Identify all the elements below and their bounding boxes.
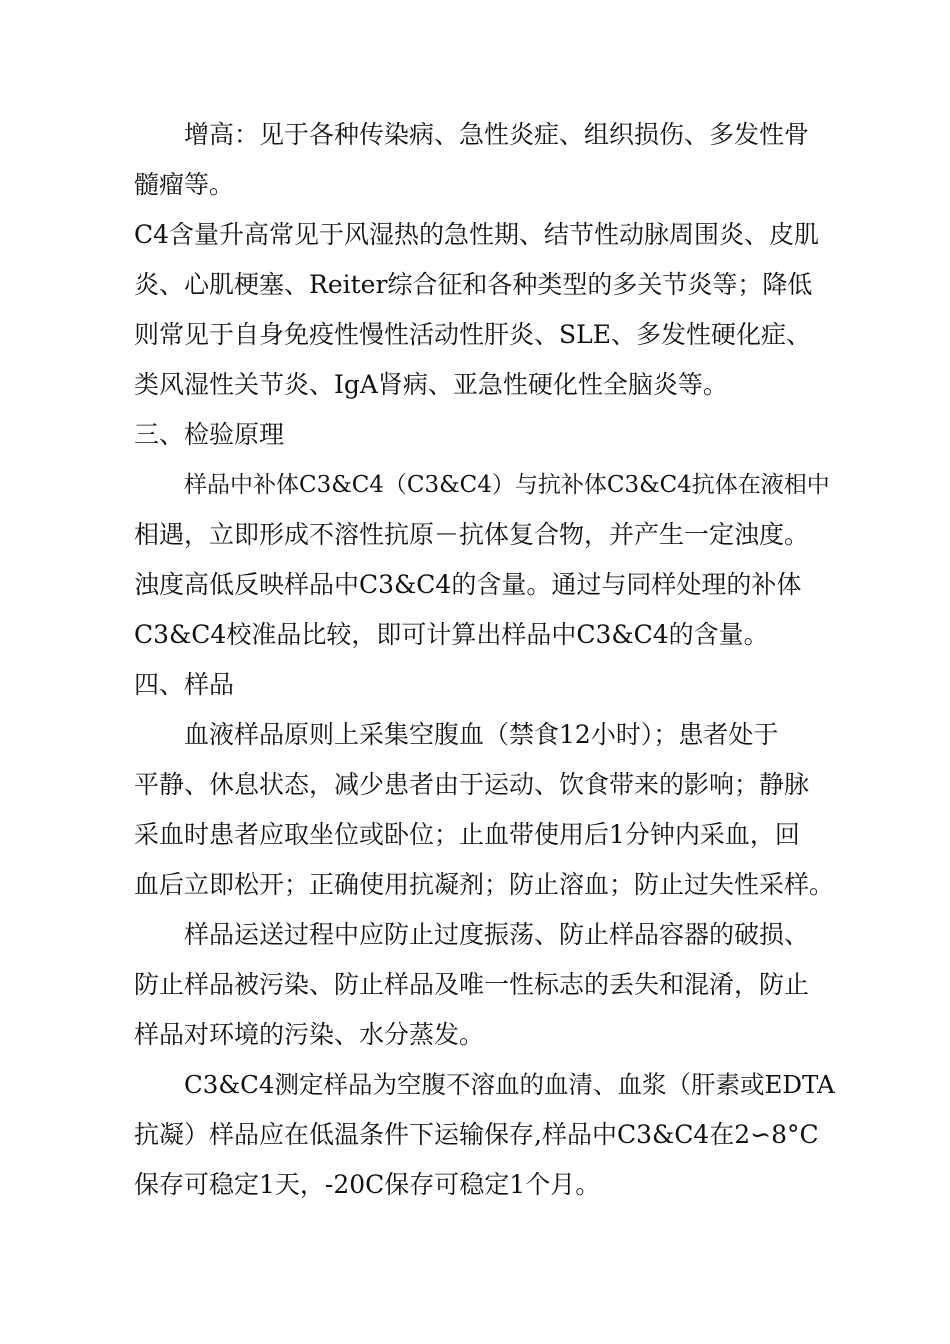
text-line: 相遇，立即形成不溶性抗原－抗体复合物，并产生一定浊度。 <box>134 520 810 549</box>
text-line: 血液样品原则上采集空腹血（禁食12小时）；患者处于 <box>184 720 779 749</box>
text-line: 抗凝）样品应在低温条件下运输保存,样品中C3&C4在2∽8°C <box>134 1120 819 1149</box>
section-heading: 三、检验原理 <box>134 420 285 449</box>
text-line: 则常见于自身免疫性慢性活动性肝炎、SLE、多发性硬化症、 <box>134 320 811 349</box>
text-line: 平静、休息状态，减少患者由于运动、饮食带来的影响；静脉 <box>134 770 810 799</box>
text-line: 样品对环境的污染、水分蒸发。 <box>134 1020 485 1049</box>
text-line: 防止样品被污染、防止样品及唯一性标志的丢失和混淆，防止 <box>134 970 810 999</box>
text-line: C4含量升高常见于风湿热的急性期、结节性动脉周围炎、皮肌 <box>134 220 820 249</box>
text-line: 采血时患者应取坐位或卧位；止血带使用后1分钟内采血，回 <box>134 820 800 849</box>
section-heading: 四、样品 <box>134 670 235 699</box>
text-line: C3&C4测定样品为空腹不溶血的血清、血浆（肝素或EDTA <box>184 1070 835 1099</box>
text-line: C3&C4校准品比较，即可计算出样品中C3&C4的含量。 <box>134 620 769 649</box>
text-line: 保存可稳定1天，-20C保存可稳定1个月。 <box>134 1170 601 1199</box>
text-line: 类风湿性关节炎、IgA肾病、亚急性硬化性全脑炎等。 <box>134 370 728 399</box>
text-line: 浊度高低反映样品中C3&C4的含量。通过与同样处理的补体 <box>134 570 802 599</box>
text-line: 炎、心肌梗塞、Reiter综合征和各种类型的多关节炎等；降低 <box>134 270 813 299</box>
text-line: 增高：见于各种传染病、急性炎症、组织损伤、多发性骨 <box>184 120 810 149</box>
text-line: 髓瘤等。 <box>134 170 235 199</box>
text-line: 样品中补体C3&C4（C3&C4）与抗补体C3&C4抗体在液相中 <box>184 472 830 498</box>
text-line: 血后立即松开；正确使用抗凝剂；防止溶血；防止过失性采样。 <box>134 870 835 899</box>
text-line: 样品运送过程中应防止过度振荡、防止样品容器的破损、 <box>184 920 810 949</box>
